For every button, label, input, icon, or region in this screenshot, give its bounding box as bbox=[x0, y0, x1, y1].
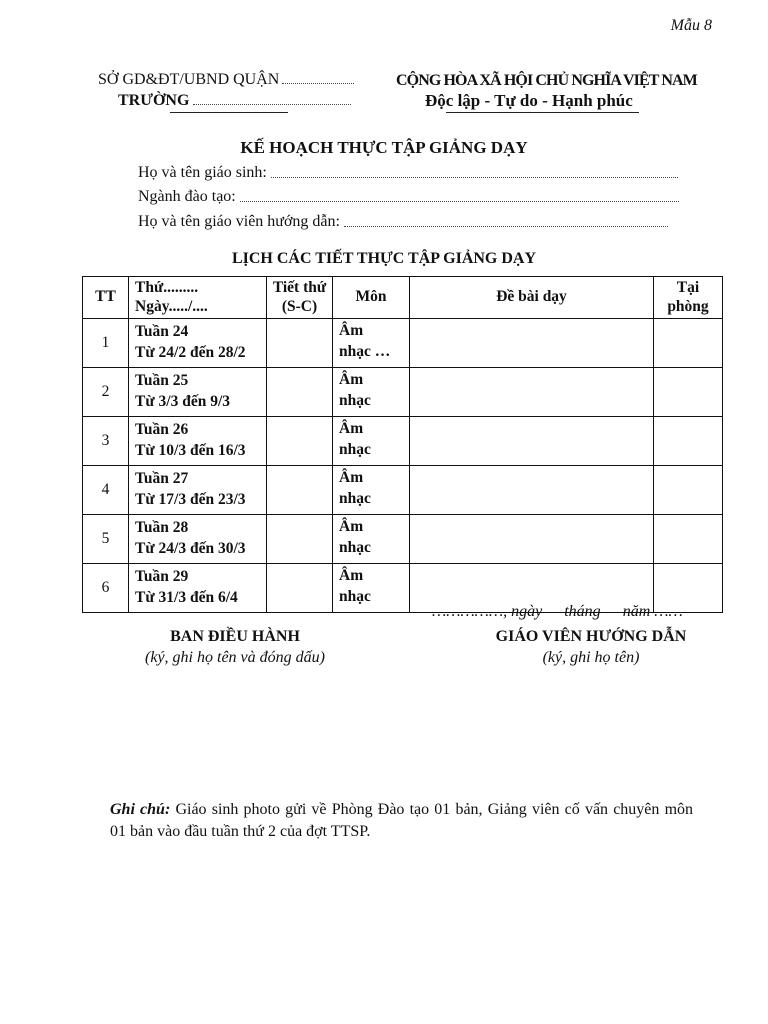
header-room-line2: phòng bbox=[667, 297, 709, 315]
table-row bbox=[83, 417, 723, 466]
mentor-name-label: Họ và tên giáo viên hướng dẫn: bbox=[138, 213, 340, 230]
school-underline bbox=[170, 112, 288, 113]
subject-line1: Âm bbox=[339, 371, 364, 388]
week-label: Tuần 29 bbox=[135, 568, 189, 586]
row-room-cell[interactable] bbox=[654, 466, 723, 515]
student-name-label: Họ và tên giáo sinh: bbox=[138, 164, 267, 181]
footnote bbox=[110, 799, 693, 842]
student-name-blank bbox=[271, 176, 678, 178]
table-row bbox=[83, 319, 723, 368]
table-header-row bbox=[83, 277, 723, 319]
row-tt: 2 bbox=[83, 368, 129, 417]
row-tt: 1 bbox=[83, 319, 129, 368]
row-period-cell[interactable] bbox=[267, 515, 333, 564]
major-blank bbox=[240, 200, 679, 202]
country-name: CỘNG HÒA XÃ HỘI CHỦ NGHĨA VIỆT NAM bbox=[396, 72, 697, 89]
form-number: Mẫu 8 bbox=[670, 17, 712, 34]
school-label: TRƯỜNG bbox=[118, 92, 190, 109]
major-field bbox=[138, 188, 679, 206]
header-day-line1: Thứ......... bbox=[135, 278, 199, 296]
header-period bbox=[267, 277, 333, 319]
row-subject bbox=[333, 564, 410, 613]
motto-underline bbox=[446, 112, 639, 113]
row-lesson-cell[interactable] bbox=[410, 368, 654, 417]
row-room-cell[interactable] bbox=[654, 417, 723, 466]
school-dotted-blank bbox=[193, 94, 351, 105]
week-label: Tuần 28 bbox=[135, 519, 189, 537]
week-label: Tuần 24 bbox=[135, 323, 189, 341]
subject-line2: nhạc bbox=[339, 538, 371, 556]
week-label: Tuần 26 bbox=[135, 421, 189, 439]
row-lesson-cell[interactable] bbox=[410, 319, 654, 368]
row-period-cell[interactable] bbox=[267, 466, 333, 515]
subject-line1: Âm bbox=[339, 567, 364, 584]
row-week bbox=[129, 319, 267, 368]
row-week bbox=[129, 466, 267, 515]
table-row bbox=[83, 466, 723, 515]
board-sign-note: (ký, ghi họ tên và đóng dấu) bbox=[145, 649, 325, 666]
date-month: tháng bbox=[564, 603, 601, 620]
schedule-title: LỊCH CÁC TIẾT THỰC TẬP GIẢNG DẠY bbox=[231, 250, 537, 267]
header-lesson: Đề bài dạy bbox=[410, 277, 654, 319]
subject-line2: nhạc bbox=[339, 489, 371, 507]
row-week bbox=[129, 564, 267, 613]
date-year: năm …… bbox=[622, 603, 683, 620]
schedule-table bbox=[82, 276, 723, 613]
week-range: Từ 17/3 đến 23/3 bbox=[135, 491, 246, 508]
week-range: Từ 3/3 đến 9/3 bbox=[135, 393, 230, 410]
national-motto: Độc lập - Tự do - Hạnh phúc bbox=[425, 91, 633, 110]
row-tt: 6 bbox=[83, 564, 129, 613]
week-range: Từ 24/3 đến 30/3 bbox=[135, 540, 246, 557]
mentor-signature-block bbox=[476, 628, 706, 667]
board-signature-block bbox=[120, 628, 350, 667]
row-period-cell[interactable] bbox=[267, 417, 333, 466]
note-label: Ghi chú: bbox=[110, 801, 171, 818]
row-lesson-cell[interactable] bbox=[410, 515, 654, 564]
row-tt: 4 bbox=[83, 466, 129, 515]
week-range: Từ 24/2 đến 28/2 bbox=[135, 344, 246, 361]
date-day: ……………, ngày bbox=[432, 603, 543, 620]
header-day-line2: Ngày...../.... bbox=[135, 297, 208, 315]
row-week bbox=[129, 515, 267, 564]
document-title: KẾ HOẠCH THỰC TẬP GIẢNG DẠY bbox=[240, 138, 528, 157]
header-period-line1: Tiết thứ bbox=[272, 278, 327, 296]
subject-line2: nhạc … bbox=[339, 342, 391, 360]
agency-label: SỞ GD&ĐT/UBND QUẬN bbox=[98, 71, 280, 88]
row-period-cell[interactable] bbox=[267, 564, 333, 613]
agency-line bbox=[98, 72, 354, 88]
row-subject bbox=[333, 466, 410, 515]
week-range: Từ 31/3 đến 6/4 bbox=[135, 589, 238, 606]
week-label: Tuần 25 bbox=[135, 372, 189, 390]
subject-line2: nhạc bbox=[339, 440, 371, 458]
row-lesson-cell[interactable] bbox=[410, 417, 654, 466]
week-label: Tuần 27 bbox=[135, 470, 189, 488]
subject-line2: nhạc bbox=[339, 587, 371, 605]
row-room-cell[interactable] bbox=[654, 319, 723, 368]
row-room-cell[interactable] bbox=[654, 515, 723, 564]
row-week bbox=[129, 417, 267, 466]
row-subject bbox=[333, 319, 410, 368]
major-label: Ngành đào tạo: bbox=[138, 188, 236, 205]
board-title: BAN ĐIỀU HÀNH bbox=[170, 628, 300, 645]
agency-dotted-blank bbox=[282, 73, 354, 84]
mentor-title: GIÁO VIÊN HƯỚNG DẪN bbox=[495, 628, 687, 645]
mentor-sign-note: (ký, ghi họ tên) bbox=[542, 649, 640, 666]
row-period-cell[interactable] bbox=[267, 319, 333, 368]
header-room bbox=[654, 277, 723, 319]
row-room-cell[interactable] bbox=[654, 368, 723, 417]
row-period-cell[interactable] bbox=[267, 368, 333, 417]
row-subject bbox=[333, 368, 410, 417]
note-text: Giáo sinh photo gửi về Phòng Đào tạo 01 bản, Giảng viên cố vấn chuyên môn 01 bản vào đầu tuần thứ 2 của đợt TTSP. bbox=[110, 801, 694, 840]
mentor-name-field bbox=[138, 213, 668, 231]
header-tt: TT bbox=[83, 277, 129, 319]
subject-line1: Âm bbox=[339, 420, 364, 437]
student-name-field bbox=[138, 164, 678, 182]
signature-date-line bbox=[432, 603, 701, 621]
subject-line1: Âm bbox=[339, 518, 364, 535]
row-tt: 3 bbox=[83, 417, 129, 466]
row-subject bbox=[333, 515, 410, 564]
subject-line1: Âm bbox=[339, 322, 364, 339]
row-lesson-cell[interactable] bbox=[410, 466, 654, 515]
row-tt: 5 bbox=[83, 515, 129, 564]
header-day bbox=[129, 277, 267, 319]
subject-line2: nhạc bbox=[339, 391, 371, 409]
week-range: Từ 10/3 đến 16/3 bbox=[135, 442, 246, 459]
school-line bbox=[118, 92, 351, 110]
header-subject: Môn bbox=[333, 277, 410, 319]
row-subject bbox=[333, 417, 410, 466]
row-week bbox=[129, 368, 267, 417]
subject-line1: Âm bbox=[339, 469, 364, 486]
mentor-name-blank bbox=[344, 225, 668, 227]
table-row bbox=[83, 368, 723, 417]
header-period-line2: (S-C) bbox=[281, 297, 318, 315]
table-row bbox=[83, 515, 723, 564]
header-room-line1: Tại bbox=[676, 278, 700, 296]
